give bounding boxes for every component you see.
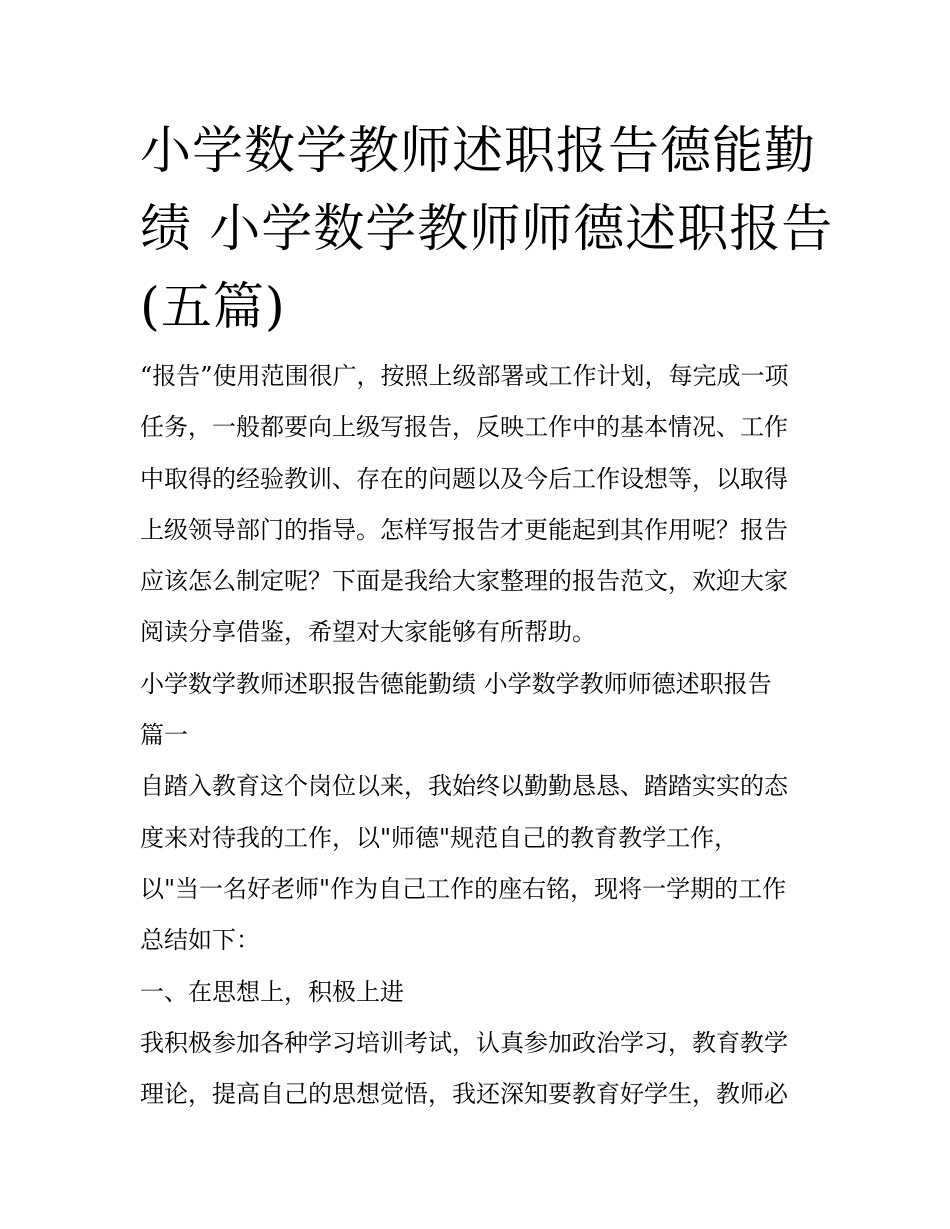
title-line: 绩 小学数学教师师德述职报告: [140, 200, 834, 259]
text-line: 小学数学教师述职报告德能勤绩 小学数学教师师德述职报告: [140, 669, 772, 698]
paragraph: [140, 1018, 812, 1121]
text-line: 一、在思想上，积极上进: [140, 977, 404, 1006]
text-line: 我积极参加各种学习培训考试，认真参加政治学习，教育教学: [140, 1028, 788, 1057]
text-line: 任务，一般都要向上级写报告，反映工作中的基本情况、工作: [140, 413, 788, 442]
text-line: 中取得的经验教训、存在的问题以及今后工作设想等，以取得: [140, 464, 788, 493]
title-line: (五篇): [140, 278, 286, 337]
text-line: 上级领导部门的指导。怎样写报告才更能起到其作用呢？报告: [140, 515, 788, 544]
text-line: 应该怎么制定呢？下面是我给大家整理的报告范文，欢迎大家: [140, 567, 788, 596]
title-line: 小学数学教师述职报告德能勤: [140, 122, 817, 181]
text-line: 自踏入教育这个岗位以来，我始终以勤勤恳恳、踏踏实实的态: [140, 772, 788, 801]
document-body: [140, 351, 812, 1120]
paragraph: [140, 761, 812, 966]
text-line: 阅读分享借鉴，希望对大家能够有所帮助。: [140, 618, 596, 647]
text-line: 总结如下：: [140, 926, 260, 955]
intro-paragraph: [140, 351, 812, 659]
subheading: [140, 967, 812, 1018]
document-title: [140, 113, 834, 347]
text-line: 度来对待我的工作，以"师德"规范自己的教育教学工作，: [140, 823, 739, 852]
document-content: [140, 113, 834, 1120]
text-line: 理论，提高自己的思想觉悟，我还深知要教育好学生，教师必: [140, 1080, 788, 1109]
text-line: “报告”使用范围很广，按照上级部署或工作计划，每完成一项: [140, 362, 789, 390]
section-heading: [140, 659, 812, 762]
text-line: 篇一: [140, 721, 188, 750]
text-line: 以"当一名好老师"作为自己工作的座右铭，现将一学期的工作: [140, 874, 787, 903]
